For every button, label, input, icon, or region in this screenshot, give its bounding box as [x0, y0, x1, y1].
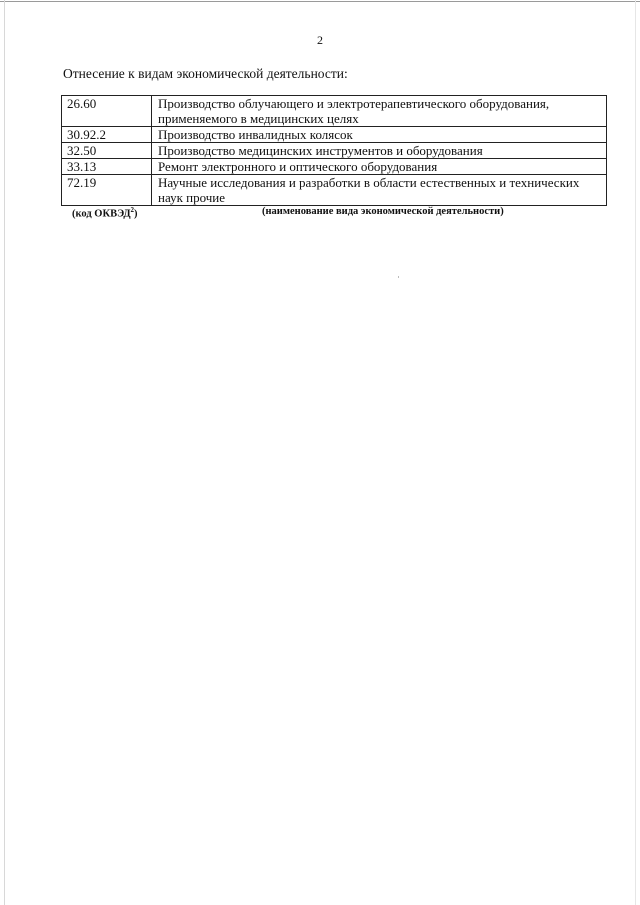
okved-code-cell: 33.13: [62, 159, 152, 175]
table-row: [62, 143, 607, 159]
footnote-marker: 2: [130, 206, 135, 214]
activity-name-cell: Производство медицинских инструментов и оборудования: [152, 143, 607, 159]
okved-code-cell: 30.92.2: [62, 127, 152, 143]
okved-code-cell: 72.19: [62, 175, 152, 206]
okved-table: [61, 95, 607, 206]
okved-code-cell: 26.60: [62, 96, 152, 127]
okved-code-cell: 32.50: [62, 143, 152, 159]
activity-name-cell: Научные исследования и разработки в области естественных и технических наук прочие: [152, 175, 607, 206]
scan-speck: [398, 276, 399, 278]
okved-code-caption-close: ): [134, 208, 138, 220]
scan-edge-top: [0, 1, 640, 2]
table-row: [62, 127, 607, 143]
table-row: [62, 159, 607, 175]
okved-code-caption-text: (код ОКВЭД: [72, 208, 131, 220]
okved-code-caption: [72, 206, 138, 220]
activity-name-cell: Производство инвалидных колясок: [152, 127, 607, 143]
table-row: [62, 96, 607, 127]
section-heading: Отнесение к видам экономической деятельности:: [63, 66, 348, 81]
activity-name-cell: Производство облучающего и электротерапевтического оборудования, применяемого в медицинских целях: [152, 96, 607, 127]
table-row: [62, 175, 607, 206]
scan-edge-right: [635, 0, 636, 905]
page-number: 2: [317, 33, 323, 47]
activity-name-cell: Ремонт электронного и оптического оборудования: [152, 159, 607, 175]
activity-name-caption: (наименование вида экономической деятельности): [262, 206, 504, 217]
scan-edge-left: [4, 0, 5, 905]
